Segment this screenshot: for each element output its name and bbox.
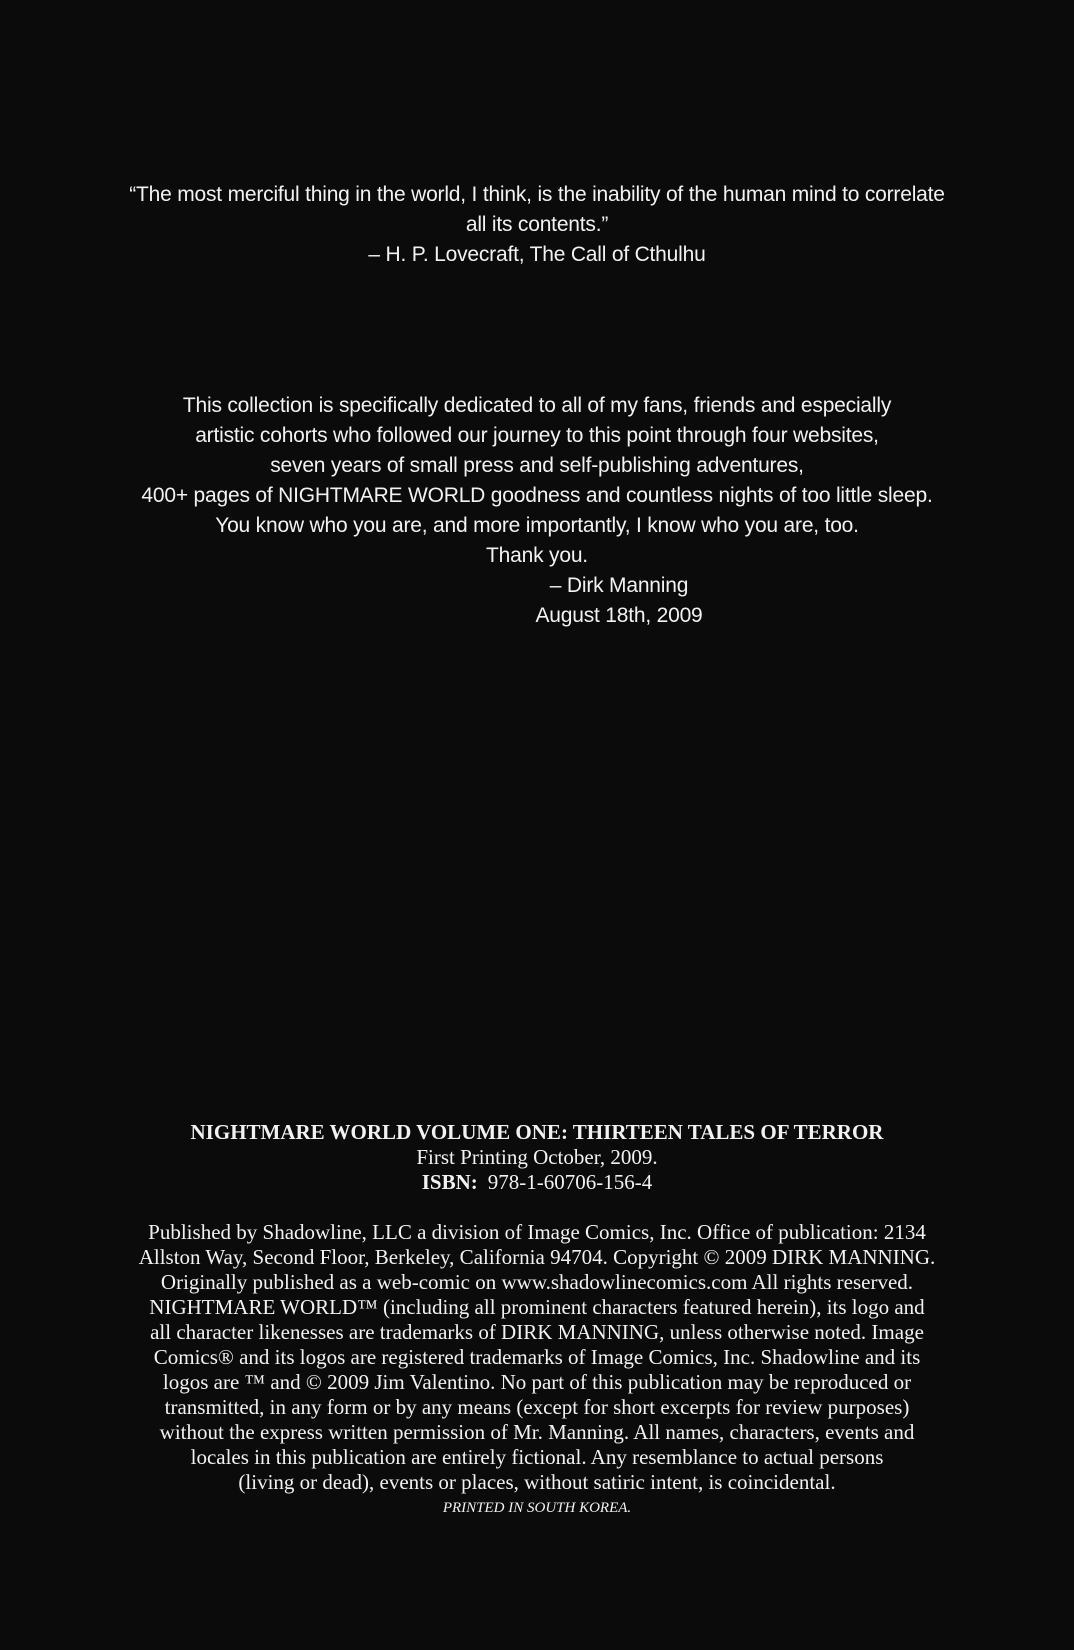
- isbn-row: [0, 1170, 1074, 1195]
- legal-line: transmitted, in any form or by any means (except for short excerpts for review purposes): [164, 1395, 910, 1419]
- dedication-signature: – Dirk Manning: [549, 574, 689, 597]
- dedication-line: This collection is specifically dedicated to all of my fans, friends and especially: [182, 394, 892, 417]
- legal-line: all character likenesses are trademarks of DIRK MANNING, unless otherwise noted. Image: [150, 1320, 924, 1344]
- isbn-label: ISBN:: [421, 1170, 478, 1194]
- epigraph-line: “The most merciful thing in the world, I think, is the inability of the human mind to correlate: [129, 183, 945, 206]
- dedication-line: You know who you are, and more importantly, I know who you are, too.: [215, 514, 859, 537]
- epigraph-quote: [0, 180, 1074, 270]
- epigraph-attribution: – H. P. Lovecraft, The Call of Cthulhu: [368, 243, 706, 266]
- legal-line: without the express written permission of Mr. Manning. All names, characters, events and: [159, 1420, 915, 1444]
- legal-line: NIGHTMARE WORLD™ (including all prominent characters featured herein), its logo and: [149, 1295, 925, 1319]
- dedication-date: August 18th, 2009: [535, 604, 703, 627]
- dedication: [0, 391, 1074, 631]
- isbn-value: 978-1-60706-156-4: [487, 1170, 653, 1194]
- dedication-line: seven years of small press and self-publishing adventures,: [270, 454, 804, 477]
- legal-line: (living or dead), events or places, without satiric intent, is coincidental.: [238, 1470, 836, 1494]
- dedication-line: Thank you.: [486, 544, 588, 567]
- legal-notice: [0, 1220, 1074, 1519]
- legal-line: Comics® and its logos are registered trademarks of Image Comics, Inc. Shadowline and its: [153, 1345, 921, 1369]
- dedication-line: artistic cohorts who followed our journey to this point through four websites,: [195, 424, 879, 447]
- book-title: NIGHTMARE WORLD VOLUME ONE: THIRTEEN TALES OF TERROR: [190, 1120, 884, 1144]
- printing-info: First Printing October, 2009.: [416, 1145, 658, 1169]
- epigraph-line: all its contents.”: [465, 213, 609, 236]
- dedication-line: 400+ pages of NIGHTMARE WORLD goodness and countless nights of too little sleep.: [141, 484, 933, 507]
- legal-line: locales in this publication are entirely fictional. Any resemblance to actual persons: [190, 1445, 884, 1469]
- legal-line: Published by Shadowline, LLC a division of Image Comics, Inc. Office of publication: 2134: [148, 1220, 926, 1244]
- indicia-header: [0, 1120, 1074, 1195]
- printed-in-notice: PRINTED IN SOUTH KOREA.: [442, 1500, 632, 1516]
- legal-line: logos are ™ and © 2009 Jim Valentino. No part of this publication may be reproduced or: [162, 1370, 912, 1394]
- legal-line: Allston Way, Second Floor, Berkeley, California 94704. Copyright © 2009 DIRK MANNING.: [138, 1245, 936, 1269]
- legal-line: Originally published as a web-comic on www.shadowlinecomics.com All rights reserved.: [160, 1270, 914, 1294]
